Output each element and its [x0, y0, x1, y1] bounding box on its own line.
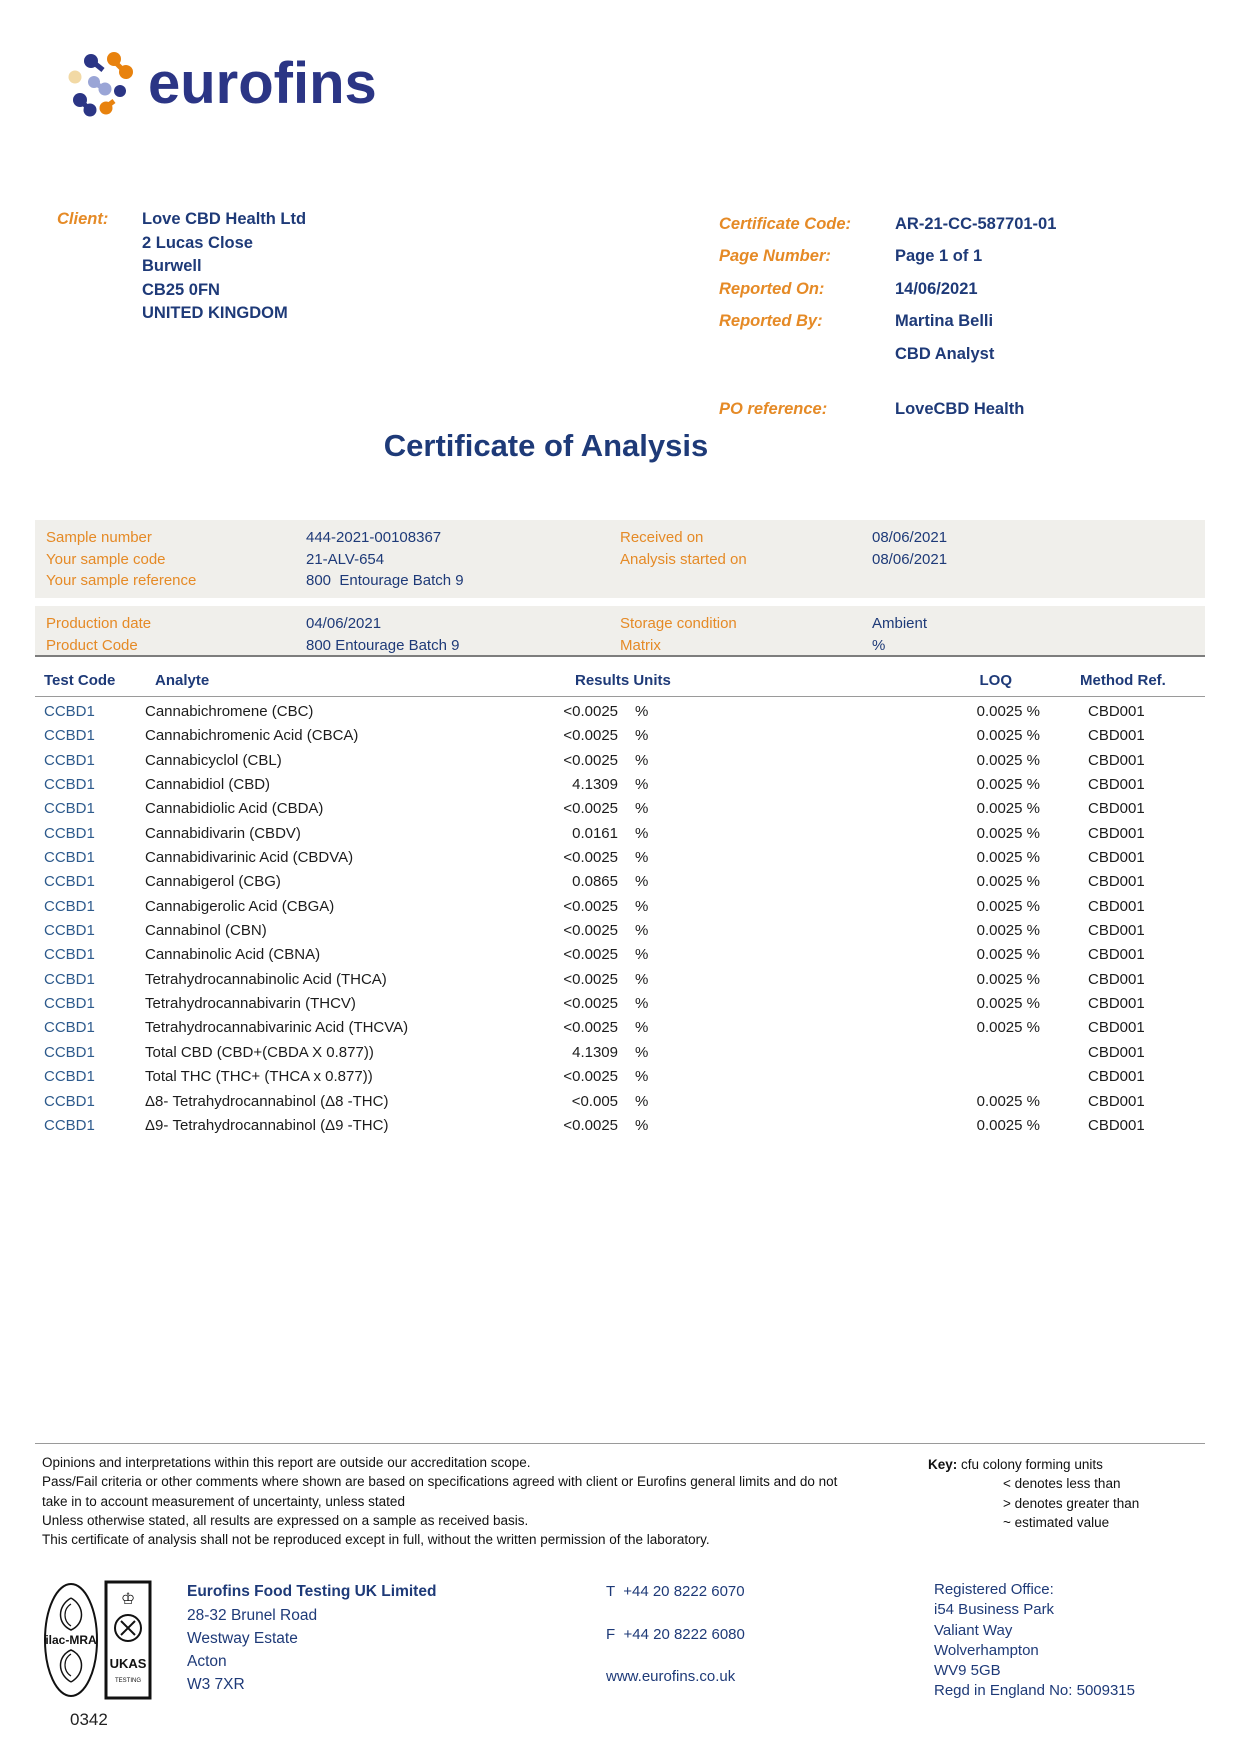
info-label: Sample number	[46, 529, 152, 546]
cell-units: %	[635, 776, 649, 794]
header-loq: LOQ	[979, 672, 1012, 689]
cell-method-ref: CBD001	[1088, 1116, 1145, 1134]
client-address-line: Burwell	[142, 257, 202, 275]
cell-result: <0.0025	[563, 970, 618, 988]
cell-analyte: Tetrahydrocannabivarin (THCV)	[145, 995, 356, 1013]
table-row	[35, 895, 1205, 919]
info-value: 800 Entourage Batch 9	[306, 572, 464, 589]
cell-method-ref: CBD001	[1088, 824, 1145, 842]
cell-result: <0.0025	[563, 897, 618, 915]
info-row	[620, 613, 1195, 635]
cell-method-ref: CBD001	[1088, 751, 1145, 769]
company-address-line: 28-32 Brunel Road	[187, 1607, 318, 1624]
client-address-line: CB25 0FN	[142, 280, 220, 299]
info-value: 21-ALV-654	[306, 550, 385, 568]
cell-test-code: CCBD1	[44, 849, 95, 867]
key-item: ~ estimated value	[1003, 1514, 1110, 1530]
disclaimer-text	[42, 1453, 837, 1549]
meta-value: CBD Analyst	[895, 344, 995, 363]
table-row	[35, 846, 1205, 870]
cell-analyte: Total THC (THC+ (THCA x 0.877))	[145, 1068, 373, 1086]
info-label: Received on	[620, 529, 704, 546]
cell-result: <0.0025	[563, 849, 618, 867]
cell-method-ref: CBD001	[1088, 776, 1145, 794]
company-address-line: Acton	[187, 1653, 227, 1670]
table-row	[35, 943, 1205, 967]
info-row	[46, 570, 606, 592]
meta-label: Reported On:	[719, 279, 825, 298]
page-title: Certificate of Analysis	[383, 428, 709, 463]
svg-text:TESTING: TESTING	[114, 1678, 142, 1684]
registered-office-block	[934, 1580, 1135, 1702]
product-info-left	[46, 613, 606, 656]
client-address-line: 2 Lucas Close	[142, 233, 253, 252]
cell-units: %	[635, 1068, 649, 1086]
cell-method-ref: CBD001	[1088, 970, 1145, 988]
key-label: Key:	[928, 1457, 958, 1472]
cell-loq: 0.0025 %	[976, 970, 1040, 988]
info-label: Matrix	[620, 636, 661, 654]
info-value: 444-2021-00108367	[306, 529, 442, 546]
client-address-line: UNITED KINGDOM	[142, 304, 288, 322]
disclaimer-line: take in to account measurement of uncertainty, unless stated	[42, 1493, 405, 1509]
registered-office-line: Valiant Way	[934, 1621, 1013, 1639]
table-row	[35, 992, 1205, 1016]
key-item: > denotes greater than	[1003, 1495, 1140, 1511]
cell-loq: 0.0025 %	[976, 824, 1040, 842]
cell-units: %	[635, 824, 649, 842]
phone-number: T +44 20 8222 6070	[606, 1583, 745, 1600]
meta-row	[719, 305, 994, 337]
header-method-ref: Method Ref.	[1080, 672, 1166, 689]
cell-analyte: Cannabidivarinic Acid (CBDVA)	[145, 849, 354, 867]
cell-result: <0.0025	[563, 922, 618, 940]
table-row	[35, 724, 1205, 748]
cell-result: <0.0025	[563, 751, 618, 769]
registered-office-line: i54 Business Park	[934, 1601, 1055, 1619]
company-name: Eurofins Food Testing UK Limited	[187, 1583, 437, 1600]
product-info-right	[620, 613, 1195, 656]
fax-number: F +44 20 8222 6080	[606, 1626, 745, 1643]
cell-method-ref: CBD001	[1088, 1092, 1145, 1110]
cell-loq: 0.0025 %	[976, 849, 1040, 867]
cell-test-code: CCBD1	[44, 1092, 95, 1110]
cell-loq: 0.0025 %	[976, 1116, 1040, 1134]
info-row	[46, 613, 606, 635]
cell-test-code: CCBD1	[44, 1116, 95, 1134]
table-row	[35, 1041, 1205, 1065]
cell-units: %	[635, 751, 649, 769]
cell-loq: 0.0025 %	[976, 946, 1040, 964]
cell-method-ref: CBD001	[1088, 1043, 1145, 1061]
cell-loq: 0.0025 %	[976, 776, 1040, 794]
sample-info-right	[620, 527, 1195, 570]
cell-loq: 0.0025 %	[976, 751, 1040, 769]
table-row	[35, 773, 1205, 797]
cell-units: %	[635, 946, 649, 964]
meta-value: Page 1 of 1	[895, 247, 983, 266]
client-address	[142, 208, 306, 326]
svg-text:♔: ♔	[120, 1591, 136, 1608]
cell-analyte: Total CBD (CBD+(CBDA X 0.877))	[145, 1043, 374, 1061]
cell-analyte: Δ8- Tetrahydrocannabinol (Δ8 -THC)	[145, 1092, 389, 1110]
results-table-body	[35, 700, 1205, 1138]
company-block	[187, 1580, 436, 1696]
cell-method-ref: CBD001	[1088, 897, 1145, 915]
table-row	[35, 1090, 1205, 1114]
certificate-meta	[719, 208, 1057, 370]
meta-row	[719, 273, 978, 305]
cell-loq: 0.0025 %	[976, 703, 1040, 720]
cell-analyte: Cannabichromenic Acid (CBCA)	[145, 727, 359, 745]
cell-test-code: CCBD1	[44, 922, 95, 940]
info-row	[46, 527, 606, 549]
results-table-header	[35, 666, 1205, 697]
meta-label: Page Number:	[719, 247, 831, 266]
sample-info-block	[35, 520, 1205, 598]
meta-value: Martina Belli	[895, 312, 994, 331]
header-results-units: Results Units	[575, 672, 671, 689]
footer-divider	[35, 1443, 1205, 1444]
cell-test-code: CCBD1	[44, 897, 95, 915]
info-row	[46, 549, 606, 571]
info-value: 04/06/2021	[306, 615, 382, 632]
table-row	[35, 1016, 1205, 1040]
info-row	[620, 527, 1195, 549]
info-row	[620, 635, 1195, 657]
cell-loq: 0.0025 %	[976, 922, 1040, 940]
disclaimer-line: Pass/Fail criteria or other comments where shown are based on specifications agreed with client or Eurofins general limits and do not	[42, 1474, 838, 1490]
info-value: %	[872, 636, 886, 654]
ilac-mra-logo	[42, 1580, 100, 1700]
cell-analyte: Tetrahydrocannabivarinic Acid (THCVA)	[145, 1019, 409, 1037]
cell-loq: 0.0025 %	[976, 995, 1040, 1013]
cell-test-code: CCBD1	[44, 824, 95, 842]
cell-analyte: Δ9- Tetrahydrocannabinol (Δ9 -THC)	[145, 1116, 389, 1134]
info-label: Product Code	[46, 636, 138, 654]
cell-units: %	[635, 1019, 649, 1037]
cell-result: <0.005	[571, 1092, 618, 1110]
cell-analyte: Cannabigerol (CBG)	[145, 873, 281, 891]
registered-office-line: Registered Office:	[934, 1581, 1054, 1598]
info-label: Your sample code	[46, 550, 166, 568]
info-value: 08/06/2021	[872, 529, 948, 546]
cell-units: %	[635, 703, 649, 720]
info-value: 08/06/2021	[872, 550, 948, 568]
cell-analyte: Cannabinol (CBN)	[145, 922, 267, 940]
cell-result: <0.0025	[563, 1116, 618, 1134]
meta-label: Certificate Code:	[719, 215, 852, 233]
disclaimer-line: Unless otherwise stated, all results are expressed on a sample as received basis.	[42, 1512, 529, 1528]
meta-row	[719, 240, 983, 272]
cell-units: %	[635, 873, 649, 891]
cell-loq: 0.0025 %	[976, 727, 1040, 745]
cell-method-ref: CBD001	[1088, 873, 1145, 891]
eurofins-logo-wordmark: eurofins	[148, 51, 377, 116]
registered-office-line: Wolverhampton	[934, 1641, 1039, 1659]
cell-units: %	[635, 922, 649, 940]
cell-method-ref: CBD001	[1088, 1068, 1145, 1086]
cell-method-ref: CBD001	[1088, 995, 1145, 1013]
header-analyte: Analyte	[155, 672, 210, 689]
info-label: Storage condition	[620, 615, 737, 632]
cell-test-code: CCBD1	[44, 873, 95, 891]
cell-analyte: Cannabicyclol (CBL)	[145, 751, 282, 769]
company-address-line: Westway Estate	[187, 1630, 298, 1647]
cell-test-code: CCBD1	[44, 776, 95, 794]
table-row	[35, 822, 1205, 846]
svg-text:ilac-MRA: ilac-MRA	[45, 1633, 97, 1647]
cell-analyte: Cannabidiol (CBD)	[145, 776, 271, 794]
key-first-line	[928, 1455, 1139, 1474]
info-value: 800 Entourage Batch 9	[306, 636, 460, 654]
cell-test-code: CCBD1	[44, 1068, 95, 1086]
disclaimer-line: Opinions and interpretations within this report are outside our accreditation scope.	[42, 1455, 531, 1470]
cell-units: %	[635, 1116, 649, 1134]
cell-result: 4.1309	[572, 1043, 618, 1061]
cell-loq: 0.0025 %	[976, 873, 1040, 891]
meta-row	[719, 338, 995, 370]
client-label: Client:	[57, 210, 109, 228]
cell-test-code: CCBD1	[44, 970, 95, 988]
cell-result: <0.0025	[563, 946, 618, 964]
cell-analyte: Cannabinolic Acid (CBNA)	[145, 946, 321, 964]
cell-units: %	[635, 1092, 649, 1110]
product-info-block	[35, 606, 1205, 657]
cell-method-ref: CBD001	[1088, 703, 1145, 720]
disclaimer-line: This certificate of analysis shall not be reproduced except in full, without the written permission of the laboratory.	[42, 1532, 710, 1548]
cell-result: 0.0161	[572, 824, 618, 842]
cell-method-ref: CBD001	[1088, 946, 1145, 964]
po-reference-label: PO reference:	[719, 400, 828, 418]
cell-analyte: Cannabigerolic Acid (CBGA)	[145, 897, 335, 915]
key-block	[928, 1455, 1139, 1532]
cell-analyte: Cannabichromene (CBC)	[145, 703, 314, 720]
cell-test-code: CCBD1	[44, 727, 95, 745]
key-item: < denotes less than	[1003, 1476, 1121, 1492]
accreditation-number: 0342	[70, 1710, 108, 1729]
table-row	[35, 797, 1205, 821]
sample-info-left	[46, 527, 606, 592]
table-row	[35, 919, 1205, 943]
cell-analyte: Tetrahydrocannabinolic Acid (THCA)	[145, 970, 387, 988]
cell-units: %	[635, 995, 649, 1013]
website-link[interactable]: www.eurofins.co.uk	[606, 1668, 736, 1685]
cell-result: 0.0865	[572, 873, 618, 891]
info-value: Ambient	[872, 615, 928, 632]
info-label: Analysis started on	[620, 550, 747, 568]
table-row	[35, 968, 1205, 992]
info-label: Your sample reference	[46, 572, 197, 589]
cell-method-ref: CBD001	[1088, 849, 1145, 867]
info-row	[46, 635, 606, 657]
cell-result: <0.0025	[563, 1019, 618, 1037]
cell-units: %	[635, 800, 649, 818]
cell-loq: 0.0025 %	[976, 1019, 1040, 1037]
po-reference-value: LoveCBD Health	[895, 400, 1025, 418]
cell-test-code: CCBD1	[44, 800, 95, 818]
cell-units: %	[635, 970, 649, 988]
registered-office-line: WV9 5GB	[934, 1662, 1001, 1680]
cell-result: <0.0025	[563, 727, 618, 745]
cell-units: %	[635, 1043, 649, 1061]
cell-loq: 0.0025 %	[976, 897, 1040, 915]
cell-test-code: CCBD1	[44, 946, 95, 964]
table-row	[35, 1114, 1205, 1138]
registered-office-line: Regd in England No: 5009315	[934, 1682, 1135, 1700]
table-row	[35, 749, 1205, 773]
cell-analyte: Cannabidivarin (CBDV)	[145, 824, 301, 842]
cell-test-code: CCBD1	[44, 703, 95, 720]
cell-units: %	[635, 727, 649, 745]
cell-result: <0.0025	[563, 995, 618, 1013]
cell-units: %	[635, 849, 649, 867]
cell-result: <0.0025	[563, 800, 618, 818]
cell-result: <0.0025	[563, 703, 618, 720]
cell-method-ref: CBD001	[1088, 727, 1145, 745]
cell-loq: 0.0025 %	[976, 1092, 1040, 1110]
table-row	[35, 870, 1205, 894]
eurofins-logo-dots-icon	[60, 48, 150, 133]
svg-text:UKAS: UKAS	[109, 1656, 147, 1671]
cell-loq: 0.0025 %	[976, 800, 1040, 818]
meta-label: Reported By:	[719, 312, 823, 331]
cell-units: %	[635, 897, 649, 915]
info-row	[620, 549, 1195, 571]
table-row	[35, 1065, 1205, 1089]
cell-test-code: CCBD1	[44, 1019, 95, 1037]
table-row	[35, 700, 1205, 724]
info-label: Production date	[46, 615, 152, 632]
cell-method-ref: CBD001	[1088, 1019, 1145, 1037]
cell-test-code: CCBD1	[44, 751, 95, 769]
key-items	[1003, 1474, 1139, 1532]
key-cfu-text: cfu colony forming units	[957, 1457, 1103, 1472]
cell-result: <0.0025	[563, 1068, 618, 1086]
meta-value: 14/06/2021	[895, 279, 978, 298]
po-reference-row	[719, 400, 1219, 424]
cell-analyte: Cannabidiolic Acid (CBDA)	[145, 800, 324, 818]
cell-result: 4.1309	[572, 776, 618, 794]
cell-method-ref: CBD001	[1088, 800, 1145, 818]
cell-test-code: CCBD1	[44, 1043, 95, 1061]
company-address	[187, 1604, 436, 1696]
client-address-line: Love CBD Health Ltd	[142, 210, 307, 228]
meta-value: AR-21-CC-587701-01	[895, 215, 1057, 233]
cell-test-code: CCBD1	[44, 995, 95, 1013]
cell-method-ref: CBD001	[1088, 922, 1145, 940]
header-test-code: Test Code	[44, 672, 116, 689]
meta-row	[719, 208, 1057, 240]
company-address-line: W3 7XR	[187, 1676, 245, 1693]
ukas-logo	[104, 1580, 152, 1700]
